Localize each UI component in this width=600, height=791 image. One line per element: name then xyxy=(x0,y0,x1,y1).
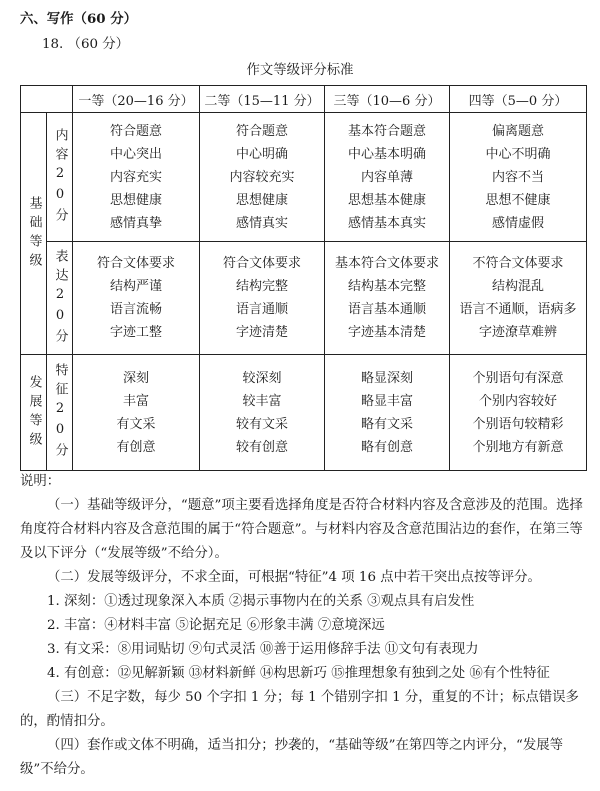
criterion: 有文采 xyxy=(116,416,156,432)
group-label: 基础等级 xyxy=(26,195,42,272)
note-paragraph: （四）套作或文体不明确，适当扣分；抄袭的，“基础等级”在第四等之内评分，“发展等级”不给分。 xyxy=(20,738,563,777)
grade-header: 三等（10—6 分） xyxy=(325,86,450,113)
section-title: 六、写作（60 分） xyxy=(20,11,138,27)
criteria-cell xyxy=(200,113,325,242)
grade-header: 二等（15—11 分） xyxy=(200,86,325,113)
criteria-cell xyxy=(450,355,587,471)
criterion: 略有文采 xyxy=(360,416,413,432)
criterion: 结构混乱 xyxy=(491,279,544,294)
criteria-cell xyxy=(325,242,450,355)
criterion: 思想健康 xyxy=(235,192,288,208)
criterion: 个别语句有深意 xyxy=(472,370,564,386)
grade-header: 一等（20—16 分） xyxy=(73,86,200,113)
criteria-cell xyxy=(73,113,200,242)
criterion: 符合文体要求 xyxy=(222,256,301,271)
criterion: 较有创意 xyxy=(235,439,288,455)
criterion: 个别语句较精彩 xyxy=(472,416,564,432)
criterion: 字迹潦草难辨 xyxy=(478,325,557,340)
criterion: 不符合文体要求 xyxy=(472,256,564,271)
criterion: 结构基本完整 xyxy=(347,279,426,294)
criteria-cell xyxy=(73,355,200,471)
grade-header: 四等（5—0 分） xyxy=(450,86,587,113)
criterion: 结构严谨 xyxy=(109,279,162,294)
criterion: 思想不健康 xyxy=(485,192,551,208)
criterion: 深刻 xyxy=(122,370,149,386)
notes-section xyxy=(20,470,585,782)
note-item: 1. 深刻：①透过现象深入本质 ②揭示事物内在的关系 ③观点具有启发性 xyxy=(47,594,475,609)
row-label-cell xyxy=(47,355,73,471)
criterion: 字迹清楚 xyxy=(235,325,288,340)
criteria-cell xyxy=(325,113,450,242)
criterion: 中心突出 xyxy=(109,146,162,162)
criterion: 感情真实 xyxy=(235,215,288,231)
criterion: 有创意 xyxy=(116,439,156,455)
criterion: 较有文采 xyxy=(235,416,288,432)
criterion: 内容单薄 xyxy=(360,169,413,185)
note-paragraph: （三）不足字数，每少 50 个字扣 1 分；每 1 个错别字扣 1 分，重复的不计；标点错误多的，酌情扣分。 xyxy=(20,690,579,729)
row-label-cell xyxy=(47,113,73,242)
criterion: 符合题意 xyxy=(109,123,162,139)
criteria-cell xyxy=(200,355,325,471)
criterion: 语言基本通顺 xyxy=(347,302,426,317)
table-header-row xyxy=(21,86,587,113)
criterion: 字迹基本清楚 xyxy=(347,325,426,340)
row-label: 表达20分 xyxy=(52,248,68,348)
note-paragraph: （二）发展等级评分，不求全面，可根据“特征”4 项 16 点中若干突出点按等评分。 xyxy=(47,570,541,585)
notes-title: 说明： xyxy=(20,474,61,489)
note-item: 3. 有文采：⑧用词贴切 ⑨句式灵活 ⑩善于运用修辞手法 ⑪文句有表现力 xyxy=(47,642,479,657)
corner-cell xyxy=(21,86,73,113)
criterion: 思想健康 xyxy=(109,192,162,208)
group-label-cell xyxy=(21,113,47,355)
criterion: 符合文体要求 xyxy=(96,256,175,271)
criterion: 较丰富 xyxy=(242,393,282,409)
note-paragraph: （一）基础等级评分，“题意”项主要看选择角度是否符合材料内容及含意涉及的范围。选择角度符合材料内容及含意范围的属于“符合题意”。与材料内容及含意范围沾边的套作，在第三等及以下评分（“发展等级”不给分）。 xyxy=(20,498,583,561)
note-item: 2. 丰富：④材料丰富 ⑤论据充足 ⑥形象丰满 ⑦意境深远 xyxy=(47,618,385,633)
note-item: 4. 有创意：⑫见解新颖 ⑬材料新鲜 ⑭构思新巧 ⑮推理想象有独到之处 ⑯有个性特征 xyxy=(47,666,550,681)
criterion: 略有创意 xyxy=(360,439,413,455)
criterion: 较深刻 xyxy=(242,370,282,386)
row-label-cell xyxy=(47,242,73,355)
table-row xyxy=(21,242,587,355)
criterion: 语言不通顺，语病多 xyxy=(459,302,577,317)
criterion: 略显深刻 xyxy=(360,370,413,386)
criterion: 内容不当 xyxy=(491,169,544,185)
scoring-table xyxy=(20,85,587,471)
criterion: 语言流畅 xyxy=(109,302,162,317)
criterion: 符合题意 xyxy=(235,123,288,139)
criterion: 中心基本明确 xyxy=(347,146,426,162)
criterion: 个别地方有新意 xyxy=(472,439,564,455)
table-row xyxy=(21,113,587,242)
criterion: 中心不明确 xyxy=(485,146,551,162)
criterion: 思想基本健康 xyxy=(347,192,426,208)
criterion: 丰富 xyxy=(122,393,149,409)
criteria-cell xyxy=(450,113,587,242)
criterion: 内容充实 xyxy=(109,169,162,185)
criteria-cell xyxy=(73,242,200,355)
criterion: 基本符合题意 xyxy=(347,123,426,139)
row-label: 特征20分 xyxy=(52,363,68,462)
criteria-cell xyxy=(450,242,587,355)
criterion: 感情虚假 xyxy=(491,215,544,231)
table-title: 作文等级评分标准 xyxy=(246,63,354,78)
criterion: 基本符合文体要求 xyxy=(334,256,439,271)
criterion: 个别内容较好 xyxy=(478,393,557,409)
criterion: 略显丰富 xyxy=(360,393,413,409)
criteria-cell xyxy=(325,355,450,471)
row-label: 内容20分 xyxy=(52,127,68,227)
criterion: 感情真挚 xyxy=(109,215,162,231)
criteria-cell xyxy=(200,242,325,355)
criterion: 内容较充实 xyxy=(229,169,295,185)
criterion: 中心明确 xyxy=(235,146,288,162)
group-label-cell xyxy=(21,355,47,471)
table-row xyxy=(21,355,587,471)
criterion: 感情基本真实 xyxy=(347,215,426,231)
criterion: 字迹工整 xyxy=(109,325,162,340)
criterion: 结构完整 xyxy=(235,279,288,294)
group-label: 发展等级 xyxy=(26,374,42,451)
criterion: 语言通顺 xyxy=(235,302,288,317)
question-number: 18. （60 分） xyxy=(42,37,130,52)
criterion: 偏离题意 xyxy=(491,123,544,139)
